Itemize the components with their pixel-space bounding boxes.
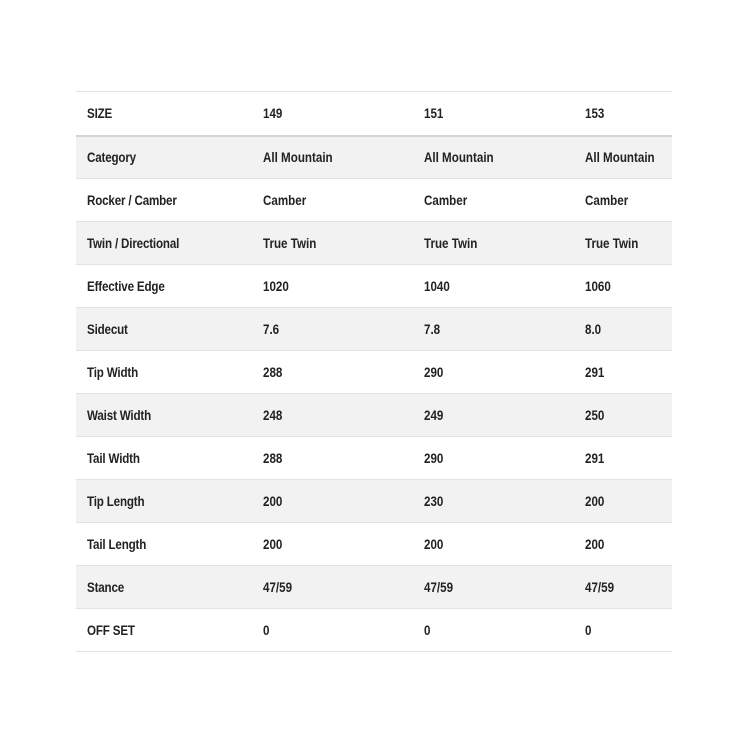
table-row (76, 308, 672, 351)
row-value: 248 (252, 394, 413, 437)
row-value: All Mountain (252, 136, 413, 179)
row-value: True Twin (574, 222, 672, 265)
row-label: Stance (76, 566, 252, 609)
header-cell-size-3: 153 (574, 92, 672, 136)
row-value: 290 (413, 351, 574, 394)
row-value: All Mountain (574, 136, 672, 179)
row-value: 290 (413, 437, 574, 480)
row-value: 291 (574, 351, 672, 394)
row-value: Camber (252, 179, 413, 222)
row-value: 291 (574, 437, 672, 480)
table-row (76, 609, 672, 652)
header-cell-label: SIZE (76, 92, 252, 136)
table-row (76, 179, 672, 222)
row-value: 249 (413, 394, 574, 437)
row-label: Tail Length (76, 523, 252, 566)
row-label: Effective Edge (76, 265, 252, 308)
table-row (76, 222, 672, 265)
table-row (76, 566, 672, 609)
row-value: 230 (413, 480, 574, 523)
row-value: 0 (574, 609, 672, 652)
row-value: True Twin (413, 222, 574, 265)
row-label: Waist Width (76, 394, 252, 437)
row-label: Sidecut (76, 308, 252, 351)
row-value: 288 (252, 437, 413, 480)
row-value: 1020 (252, 265, 413, 308)
row-value: True Twin (252, 222, 413, 265)
row-value: 288 (252, 351, 413, 394)
row-label: Twin / Directional (76, 222, 252, 265)
row-value: 200 (574, 480, 672, 523)
size-spec-table (76, 91, 672, 652)
row-value: 7.6 (252, 308, 413, 351)
table-row (76, 265, 672, 308)
table-row (76, 437, 672, 480)
row-value: 250 (574, 394, 672, 437)
row-label: Category (76, 136, 252, 179)
row-label: Tail Width (76, 437, 252, 480)
row-label: Tip Width (76, 351, 252, 394)
row-label: Tip Length (76, 480, 252, 523)
row-value: 0 (413, 609, 574, 652)
row-value: Camber (413, 179, 574, 222)
row-value: 1040 (413, 265, 574, 308)
table-row (76, 351, 672, 394)
row-value: 1060 (574, 265, 672, 308)
table-header-row (76, 92, 672, 136)
row-value: 8.0 (574, 308, 672, 351)
row-value: 47/59 (252, 566, 413, 609)
row-label: OFF SET (76, 609, 252, 652)
table-row (76, 136, 672, 179)
row-value: All Mountain (413, 136, 574, 179)
table-row (76, 394, 672, 437)
row-value: 7.8 (413, 308, 574, 351)
row-value: 200 (252, 523, 413, 566)
row-value: 200 (574, 523, 672, 566)
row-value: 47/59 (574, 566, 672, 609)
table-row (76, 523, 672, 566)
row-value: 200 (252, 480, 413, 523)
row-value: Camber (574, 179, 672, 222)
row-label: Rocker / Camber (76, 179, 252, 222)
row-value: 200 (413, 523, 574, 566)
row-value: 0 (252, 609, 413, 652)
header-cell-size-2: 151 (413, 92, 574, 136)
row-value: 47/59 (413, 566, 574, 609)
header-cell-size-1: 149 (252, 92, 413, 136)
table-row (76, 480, 672, 523)
